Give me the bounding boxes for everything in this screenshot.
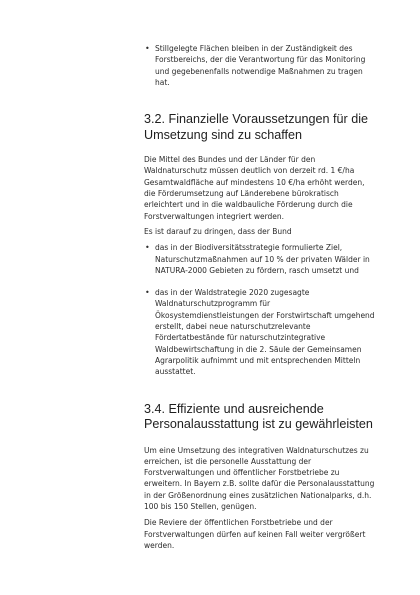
section-3-2-paragraph-1: Die Mittel des Bundes und der Länder für den Waldnaturschutz müssen deutlich von derzeit rd. 1 €/ha Gesamtwaldfläche auf mindestens 10 €/ha erhöht werden, die Förderumsetzung auf Länderebene bürokratisch erleichtert und in die waldbauliche Förderung durch die Forstverwaltungen integriert werden. bbox=[144, 155, 365, 221]
intro-bullet-list bbox=[144, 43, 376, 88]
list-item-text: das in der Waldstrategie 2020 zugesagte Waldnaturschutzprogramm für Ökosystemdienstleistungen der Forstwirtschaft umgehend erstellt, dabei neue naturschutzrelevante Fördertatbestände für naturschutzintegrative Waldbewirtschaftung in die 2. Säule der Gemeinsamen Agrarpolitik aufnimmt und mit entsprechenden Mitteln ausstattet. bbox=[155, 288, 375, 377]
bullet-icon: • bbox=[145, 44, 150, 53]
page-content bbox=[144, 43, 376, 551]
bullet-icon: • bbox=[145, 288, 150, 298]
list-item bbox=[144, 43, 376, 88]
section-3-4-paragraph-1: Um eine Umsetzung des integrativen Waldnaturschutzes zu erreichen, ist die personelle Ausstattung der Forstverwaltungen und öffentlicher Forstbetriebe zu erweitern. In Bayern z.B. sollte dafür die Personalausstattung in der Größenordnung eines zusätzlichen Nationalparks, d.h. 100 bis 150 Stellen, genügen. bbox=[144, 445, 375, 512]
section-3-4-paragraph-2: Die Reviere der öffentlichen Forstbetriebe und der Forstverwaltungen dürfen auf keinen Fall weiter vergrößert werden. bbox=[144, 518, 366, 550]
bullet-icon: • bbox=[145, 243, 150, 253]
list-item-text: das in der Biodiversitätsstrategie formulierte Ziel, Naturschutzmaßnahmen auf 10 % der privaten Wälder in NATURA-2000 Gebieten zu fördern, rasch umsetzt und bbox=[155, 243, 370, 275]
list-item-text: Stillgelegte Flächen bleiben in der Zuständigkeit des Forstbereichs, der die Verantwortung für das Monitoring und gegebenenfalls notwendige Maßnahmen zu tragen hat. bbox=[155, 44, 366, 87]
section-3-2-bullet-list bbox=[144, 242, 376, 377]
list-item bbox=[144, 242, 376, 276]
list-item bbox=[144, 287, 376, 377]
section-heading-3-2: 3.2. Finanzielle Voraussetzungen für die Umsetzung sind zu schaffen bbox=[144, 112, 369, 142]
section-3-2-paragraph-2: Es ist darauf zu dringen, dass der Bund bbox=[144, 226, 292, 236]
section-heading-3-4: 3.4. Effiziente und ausreichende Personalausstattung ist zu gewährleisten bbox=[144, 401, 373, 432]
